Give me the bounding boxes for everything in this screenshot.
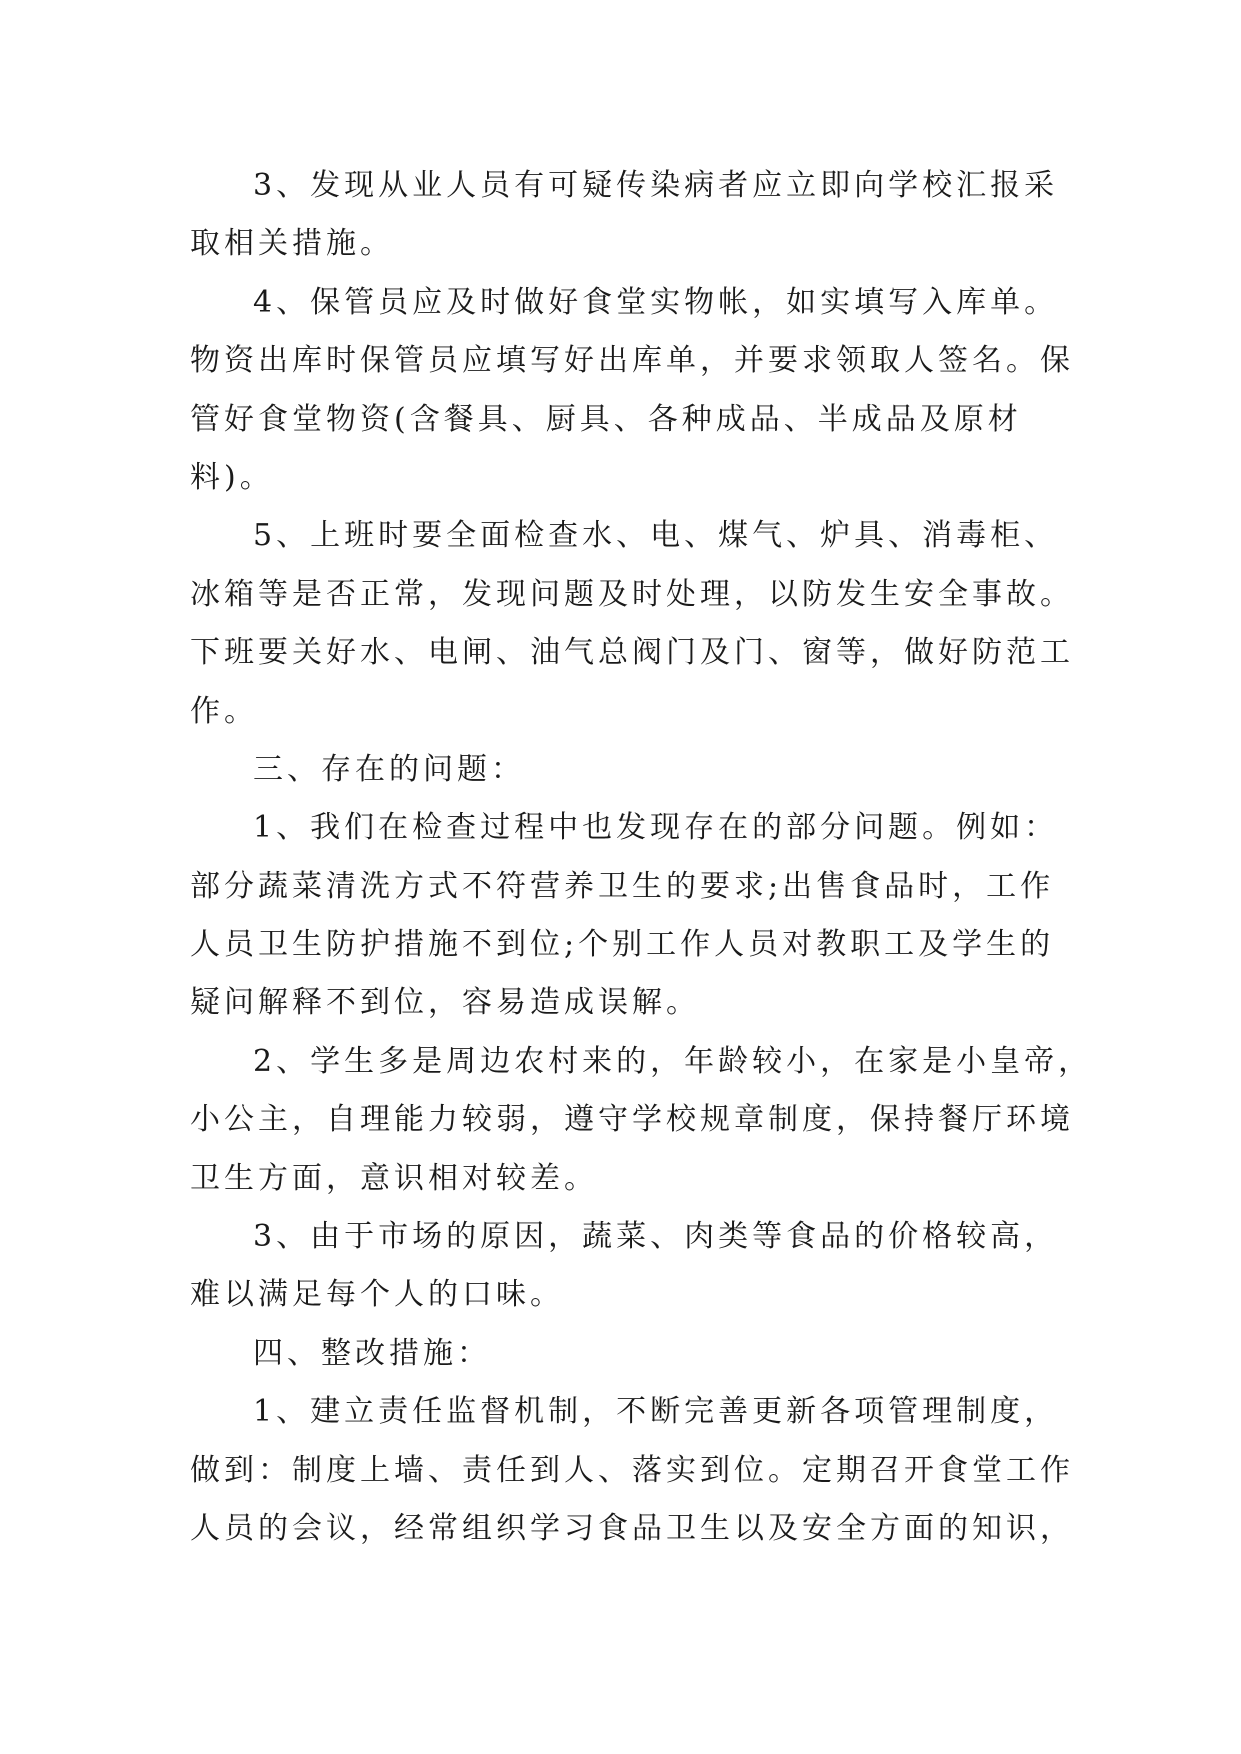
problem-1-line-3: 人员卫生防护措施不到位;个别工作人员对教职工及学生的 [190, 927, 1055, 963]
problem-1-line-1: 1、我们在检查过程中也发现存在的部分问题。例如： [253, 810, 1059, 846]
paragraph-5-line-4: 作。 [190, 693, 258, 729]
problem-3-line-2: 难以满足每个人的口味。 [190, 1277, 564, 1313]
document-body [190, 157, 1093, 1558]
paragraph-3-line-2: 取相关措施。 [190, 226, 394, 262]
paragraph-5-line-1: 5、上班时要全面检查水、电、煤气、炉具、消毒柜、 [253, 518, 1059, 554]
problem-2-line-2: 小公主，自理能力较弱，遵守学校规章制度，保持餐厅环境 [190, 1102, 1074, 1138]
problem-2-line-1: 2、学生多是周边农村来的，年龄较小，在家是小皇帝， [253, 1043, 1093, 1079]
measure-1-line-1: 1、建立责任监督机制，不断完善更新各项管理制度， [253, 1394, 1059, 1430]
paragraph-4-line-1: 4、保管员应及时做好食堂实物帐，如实填写入库单。 [253, 284, 1059, 320]
paragraph-3-line-1: 3、发现从业人员有可疑传染病者应立即向学校汇报采 [253, 168, 1059, 203]
problem-1-line-4: 疑问解释不到位，容易造成误解。 [190, 985, 700, 1021]
measure-1-line-2: 做到：制度上墙、责任到人、落实到位。定期召开食堂工作 [190, 1452, 1074, 1488]
paragraph-4-line-2: 物资出库时保管员应填写好出库单，并要求领取人签名。保 [190, 343, 1074, 379]
section-heading-measures: 四、整改措施： [253, 1335, 491, 1371]
paragraph-5-line-3: 下班要关好水、电闸、油气总阀门及门、窗等，做好防范工 [190, 635, 1074, 671]
section-heading-problems: 三、存在的问题： [253, 751, 525, 787]
problem-2-line-3: 卫生方面，意识相对较差。 [190, 1160, 598, 1196]
problem-3-line-1: 3、由于市场的原因，蔬菜、肉类等食品的价格较高， [253, 1219, 1059, 1255]
measure-1-line-3: 人员的会议，经常组织学习食品卫生以及安全方面的知识， [190, 1510, 1074, 1546]
paragraph-4-line-4: 料)。 [190, 459, 274, 495]
problem-1-line-2: 部分蔬菜清洗方式不符营养卫生的要求;出售食品时，工作 [190, 868, 1055, 904]
paragraph-5-line-2: 冰箱等是否正常，发现问题及时处理，以防发生安全事故。 [190, 576, 1074, 612]
paragraph-4-line-3: 管好食堂物资(含餐具、厨具、各种成品、半成品及原材 [190, 401, 1022, 437]
